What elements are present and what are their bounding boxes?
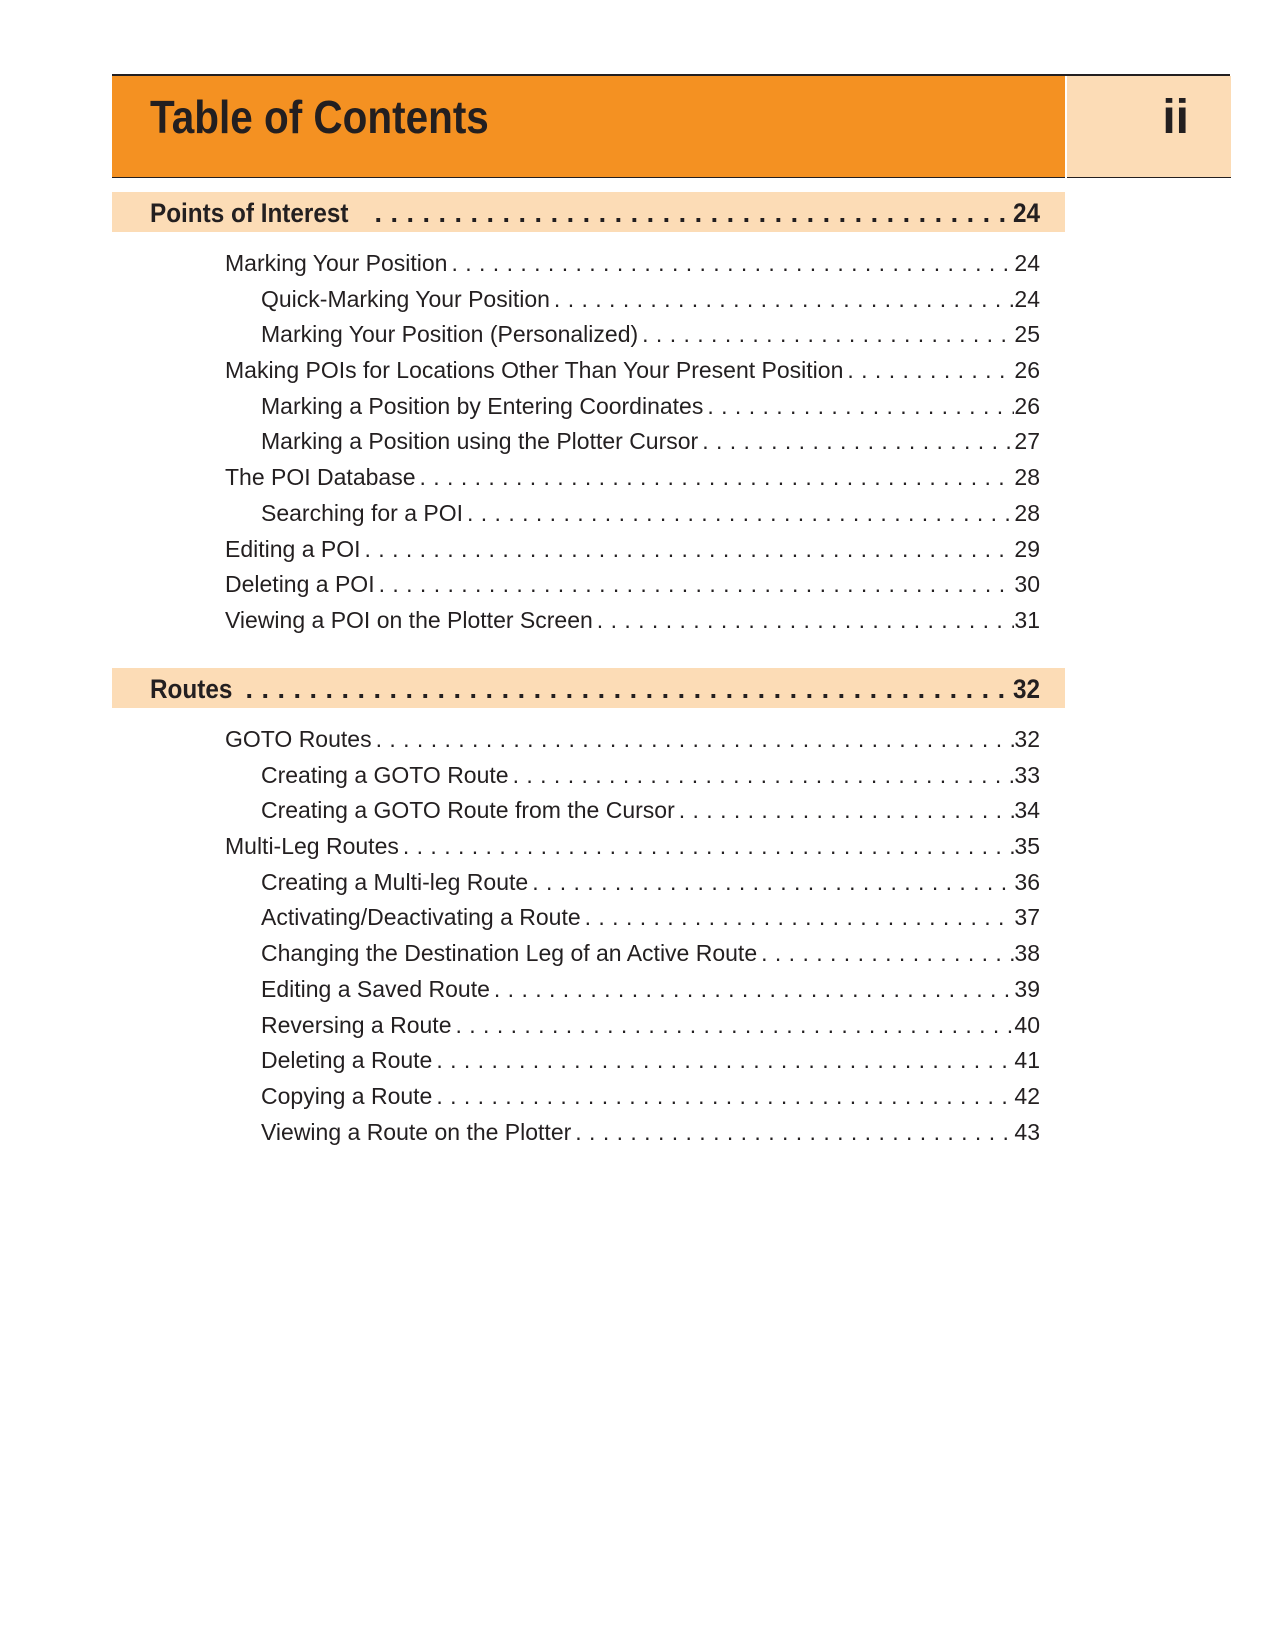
dot-leader xyxy=(593,607,1015,634)
entry-title: Creating a GOTO Route from the Cursor xyxy=(261,797,675,824)
entry-title: Viewing a Route on the Plotter xyxy=(261,1118,572,1145)
dot-leader xyxy=(675,797,1015,824)
dot-leader xyxy=(447,250,1014,277)
dot-leader xyxy=(757,940,1014,967)
dot-leader xyxy=(703,393,1014,420)
dot-leader xyxy=(581,904,1015,931)
dot-leader xyxy=(242,674,1010,705)
entry-page: 26 xyxy=(1014,357,1040,384)
entry-title: Editing a POI xyxy=(225,535,361,562)
entry-title: The POI Database xyxy=(225,464,416,491)
entry-page: 30 xyxy=(1014,571,1040,598)
entry-page: 25 xyxy=(1014,321,1040,348)
dot-leader xyxy=(452,1012,1015,1039)
toc-entry[interactable] xyxy=(112,722,1065,758)
dot-leader xyxy=(638,321,1014,348)
entry-title: Searching for a POI xyxy=(261,499,463,526)
toc-entry[interactable] xyxy=(112,972,1065,1008)
entry-page: 27 xyxy=(1014,428,1040,455)
toc-entry[interactable] xyxy=(112,567,1065,603)
page-number: ii xyxy=(1162,91,1189,144)
toc-entry[interactable] xyxy=(112,900,1065,936)
dot-leader xyxy=(490,976,1015,1003)
entry-page: 41 xyxy=(1014,1047,1040,1074)
entry-title: Changing the Destination Leg of an Active Route xyxy=(261,940,758,967)
toc-entry[interactable] xyxy=(112,1115,1065,1151)
toc-entry[interactable] xyxy=(112,496,1065,532)
dot-leader xyxy=(550,286,1014,313)
dot-leader xyxy=(463,500,1014,527)
entry-title: Marking a Position using the Plotter Cursor xyxy=(261,428,699,455)
toc-entry[interactable] xyxy=(112,389,1065,425)
toc-entry[interactable] xyxy=(112,936,1065,972)
section-heading[interactable] xyxy=(150,198,1040,230)
entry-page: 24 xyxy=(1014,250,1040,276)
entry-page: 28 xyxy=(1014,499,1040,526)
entry-page: 28 xyxy=(1014,464,1040,491)
entry-title: Creating a GOTO Route xyxy=(261,761,509,788)
entry-page: 29 xyxy=(1014,535,1040,562)
dot-leader xyxy=(399,833,1015,860)
entry-page: 37 xyxy=(1014,904,1040,931)
section-heading-band xyxy=(112,192,1065,232)
page-number-box xyxy=(1067,76,1231,178)
toc-entry[interactable] xyxy=(112,460,1065,496)
entry-title: Making POIs for Locations Other Than Your Present Position xyxy=(225,357,844,384)
entry-page: 24 xyxy=(1014,285,1040,312)
dot-leader xyxy=(361,536,1015,563)
dot-leader xyxy=(571,1119,1014,1146)
entry-title: Deleting a POI xyxy=(225,571,375,598)
toc-section-routes xyxy=(112,668,1065,1150)
entry-page: 43 xyxy=(1014,1118,1040,1145)
toc-entry[interactable] xyxy=(112,1008,1065,1044)
entry-title: Viewing a POI on the Plotter Screen xyxy=(225,606,593,633)
entry-title: Editing a Saved Route xyxy=(261,975,490,1002)
entry-page: 39 xyxy=(1014,975,1040,1002)
dot-leader xyxy=(698,428,1014,455)
toc-entry-list xyxy=(112,722,1065,1150)
entry-title: Marking a Position by Entering Coordinates xyxy=(261,392,704,419)
entry-title: Reversing a Route xyxy=(261,1011,452,1038)
dot-leader xyxy=(416,464,1015,491)
entry-page: 40 xyxy=(1014,1011,1040,1038)
dot-leader xyxy=(509,762,1015,789)
dot-leader xyxy=(371,198,1010,229)
entry-title: Creating a Multi-leg Route xyxy=(261,868,529,895)
dot-leader xyxy=(843,357,1014,384)
section-heading[interactable] xyxy=(150,674,1040,706)
section-title: Routes xyxy=(150,674,233,704)
entry-title: Marking Your Position xyxy=(225,250,448,276)
entry-page: 42 xyxy=(1014,1082,1040,1109)
dot-leader xyxy=(432,1083,1014,1110)
section-page: 24 xyxy=(1012,198,1040,228)
toc-entry[interactable] xyxy=(112,793,1065,829)
toc-entry[interactable] xyxy=(112,865,1065,901)
toc-entry[interactable] xyxy=(112,829,1065,865)
section-heading-band xyxy=(112,668,1065,708)
toc-section-points-of-interest xyxy=(112,192,1065,639)
entry-page: 31 xyxy=(1014,606,1040,633)
entry-title: Activating/Deactivating a Route xyxy=(261,904,581,931)
entry-page: 26 xyxy=(1014,392,1040,419)
dot-leader xyxy=(372,726,1015,753)
toc-entry[interactable] xyxy=(112,424,1065,460)
section-title: Points of Interest xyxy=(150,198,349,228)
toc-entry[interactable] xyxy=(112,603,1065,639)
header-bar xyxy=(112,76,1065,178)
entry-title: Deleting a Route xyxy=(261,1047,433,1074)
entry-title: GOTO Routes xyxy=(225,726,372,752)
entry-page: 34 xyxy=(1014,797,1040,824)
dot-leader xyxy=(528,869,1014,896)
toc-entry[interactable] xyxy=(112,353,1065,389)
toc-entry[interactable] xyxy=(112,758,1065,794)
entry-title: Quick-Marking Your Position xyxy=(261,285,550,312)
entry-page: 35 xyxy=(1014,833,1040,860)
toc-entry[interactable] xyxy=(112,532,1065,568)
toc-entry[interactable] xyxy=(112,317,1065,353)
toc-entry[interactable] xyxy=(112,1079,1065,1115)
entry-page: 33 xyxy=(1014,761,1040,788)
toc-entry[interactable] xyxy=(112,246,1065,282)
entry-page: 32 xyxy=(1014,726,1040,752)
entry-page: 36 xyxy=(1014,868,1040,895)
entry-title: Marking Your Position (Personalized) xyxy=(261,321,639,348)
entry-title: Copying a Route xyxy=(261,1082,433,1109)
section-page: 32 xyxy=(1012,674,1040,704)
entry-title: Multi-Leg Routes xyxy=(225,833,399,860)
dot-leader xyxy=(432,1047,1014,1074)
toc-entry-list xyxy=(112,246,1065,639)
dot-leader xyxy=(375,571,1015,598)
page-title: Table of Contents xyxy=(150,91,489,143)
entry-page: 38 xyxy=(1014,940,1040,967)
toc-entry[interactable] xyxy=(112,1043,1065,1079)
toc-entry[interactable] xyxy=(112,282,1065,318)
